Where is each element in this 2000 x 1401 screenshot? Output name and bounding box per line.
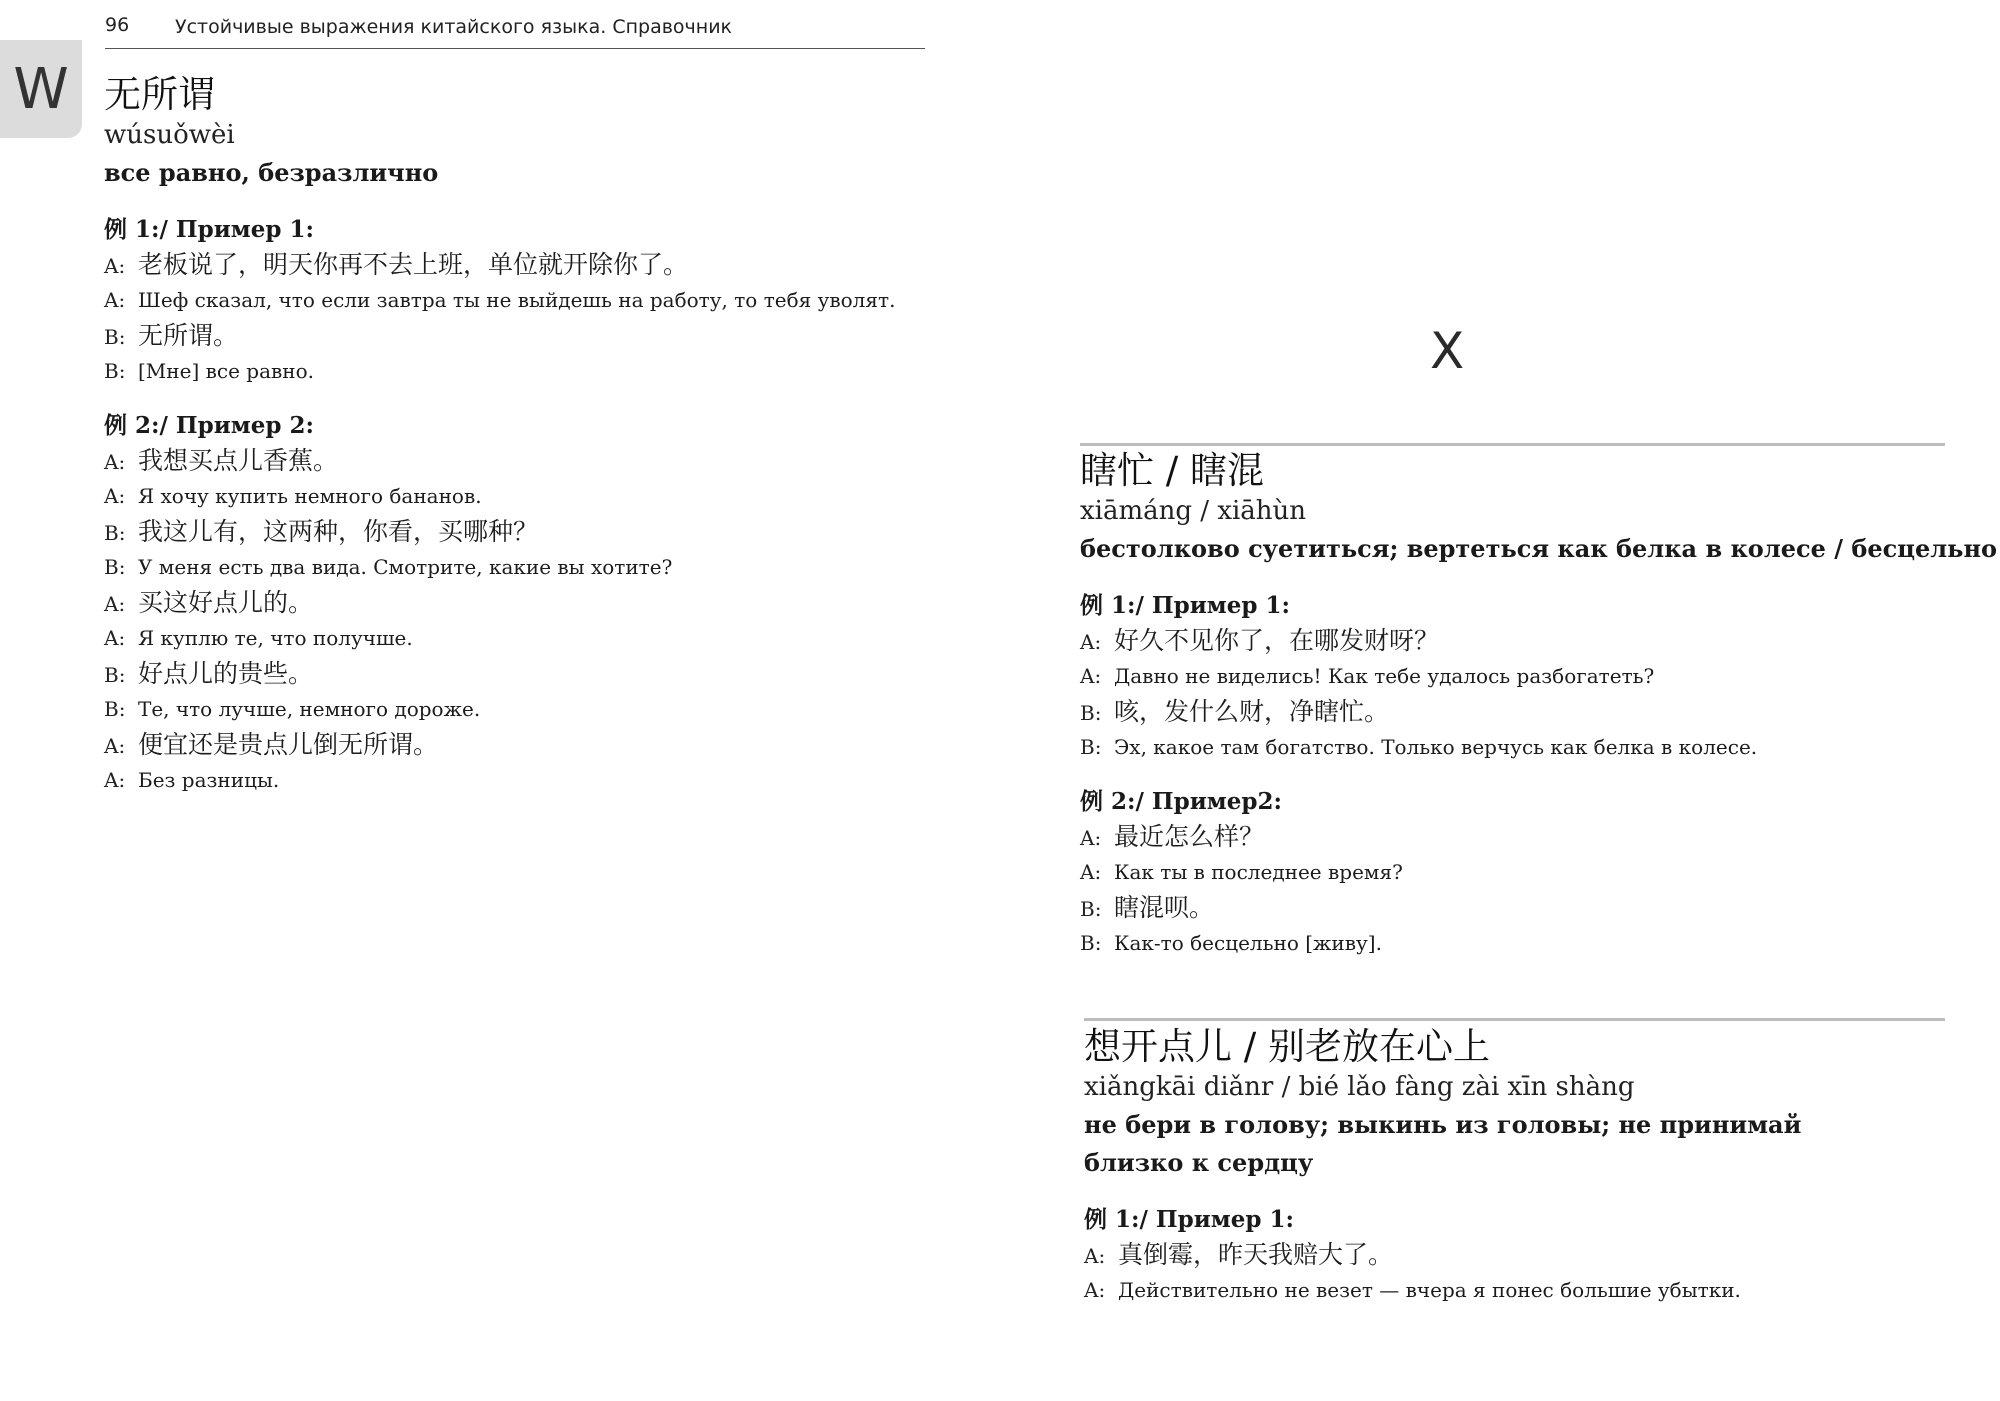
chinese-line: 买这好点儿的。 bbox=[138, 588, 314, 617]
dialogue-line bbox=[1080, 926, 1980, 960]
dialogue-line bbox=[104, 763, 964, 797]
russian-line: Давно не виделись! Как тебе удалось разбогатеть? bbox=[1114, 664, 1655, 688]
section-divider bbox=[1080, 443, 1945, 446]
dialogue-line bbox=[104, 317, 964, 354]
dialogue-line bbox=[104, 283, 964, 317]
russian-line: Я хочу купить немного бананов. bbox=[138, 484, 482, 508]
dialogue-line bbox=[104, 550, 964, 584]
dialogue-line bbox=[104, 354, 964, 388]
russian-line: У меня есть два вида. Смотрите, какие вы хотите? bbox=[138, 555, 673, 579]
speaker-label: A: bbox=[1080, 664, 1102, 688]
example-title: 例 1:/ Пример 1: bbox=[1084, 1206, 1294, 1233]
russian-line: Я куплю те, что получше. bbox=[138, 626, 413, 650]
russian-line: Как ты в последнее время? bbox=[1114, 860, 1403, 884]
speaker-label: A: bbox=[104, 734, 126, 758]
dialogue-line bbox=[104, 655, 964, 692]
running-header bbox=[105, 10, 925, 49]
page-number: 96 bbox=[105, 14, 130, 36]
entry-headword: 瞎忙 / 瞎混 bbox=[1080, 449, 1264, 492]
russian-line: Как-то бесцельно [живу]. bbox=[1114, 931, 1382, 955]
entry-headword: 想开点儿 / 别老放在心上 bbox=[1084, 1025, 1490, 1068]
entry-headword: 无所谓 bbox=[104, 73, 215, 116]
entry-pinyin: xiāmáng / xiāhùn bbox=[1080, 496, 1307, 526]
dialogue-line bbox=[1080, 659, 1980, 693]
speaker-label: B: bbox=[104, 697, 126, 721]
russian-line: Эх, какое там богатство. Только верчусь как белка в колесе. bbox=[1114, 735, 1758, 759]
entry-meaning: все равно, безразлично bbox=[104, 158, 439, 187]
russian-line: Те, что лучше, немного дороже. bbox=[138, 697, 481, 721]
alphabet-thumb-tab[interactable]: W bbox=[0, 40, 82, 138]
dialogue-line bbox=[1084, 1273, 1944, 1307]
right-page bbox=[1050, 0, 2000, 1401]
russian-line: Шеф сказал, что если завтра ты не выйдешь на работу, то тебя уволят. bbox=[138, 288, 896, 312]
speaker-label: A: bbox=[104, 484, 126, 508]
chinese-line: 好久不见你了，在哪发财呀？ bbox=[1114, 626, 1440, 655]
chinese-line: 瞎混呗。 bbox=[1114, 893, 1215, 922]
russian-line: Действительно не везет — вчера я понес большие убытки. bbox=[1118, 1278, 1741, 1302]
example-block bbox=[1084, 1204, 1944, 1307]
speaker-label: A: bbox=[104, 592, 126, 616]
chinese-line: 我这儿有，这两种，你看，买哪种？ bbox=[138, 517, 539, 546]
dialogue-line bbox=[1084, 1236, 1944, 1273]
entry-meaning: не бери в голову; выкинь из головы; не принимай близко к сердцу bbox=[1084, 1110, 1802, 1177]
speaker-label: A: bbox=[1084, 1244, 1106, 1268]
speaker-label: B: bbox=[1080, 897, 1102, 921]
speaker-label: B: bbox=[104, 521, 126, 545]
russian-line: [Мне] все равно. bbox=[138, 359, 314, 383]
speaker-label: A: bbox=[104, 450, 126, 474]
speaker-label: A: bbox=[1080, 826, 1102, 850]
example-title: 例 2:/ Пример2: bbox=[1080, 788, 1282, 815]
dialogue-line bbox=[104, 442, 964, 479]
speaker-label: B: bbox=[1080, 931, 1102, 955]
entry-meaning: бестолково суетиться; вертеться как белка в колесе / бесцельно bbox=[1080, 534, 1998, 563]
speaker-label: A: bbox=[1084, 1278, 1106, 1302]
speaker-label: B: bbox=[104, 663, 126, 687]
example-block bbox=[1080, 786, 1980, 960]
example-title: 例 1:/ Пример 1: bbox=[104, 216, 314, 243]
chinese-line: 老板说了，明天你再不去上班，单位就开除你了。 bbox=[138, 250, 689, 279]
dialogue-line bbox=[104, 692, 964, 726]
dialogue-line bbox=[104, 513, 964, 550]
dialogue-line bbox=[104, 726, 964, 763]
example-block bbox=[104, 410, 964, 797]
example-title: 例 2:/ Пример 2: bbox=[104, 412, 314, 439]
speaker-label: A: bbox=[104, 768, 126, 792]
dialogue-line bbox=[104, 584, 964, 621]
speaker-label: B: bbox=[104, 359, 126, 383]
chinese-line: 好点儿的贵些。 bbox=[138, 659, 314, 688]
running-title: Устойчивые выражения китайского языка. Справочник bbox=[175, 16, 733, 38]
dialogue-line bbox=[1080, 622, 1980, 659]
section-letter: X bbox=[1430, 322, 1465, 380]
example-block bbox=[1080, 590, 1980, 764]
russian-line: Без разницы. bbox=[138, 768, 280, 792]
entry-pinyin: wúsuǒwèi bbox=[104, 120, 235, 150]
speaker-label: A: bbox=[104, 254, 126, 278]
example-block bbox=[104, 214, 964, 388]
entry-divider bbox=[1084, 1018, 1945, 1021]
dialogue-line bbox=[1080, 818, 1980, 855]
speaker-label: A: bbox=[104, 626, 126, 650]
dialogue-line bbox=[104, 246, 964, 283]
speaker-label: B: bbox=[104, 325, 126, 349]
dialogue-line bbox=[104, 479, 964, 513]
chinese-line: 咳，发什么财，净瞎忙。 bbox=[1114, 697, 1390, 726]
dialogue-line bbox=[1080, 855, 1980, 889]
speaker-label: B: bbox=[1080, 701, 1102, 725]
left-page bbox=[0, 0, 990, 1401]
dialogue-line bbox=[1080, 693, 1980, 730]
entry-xiangkai-dianr bbox=[1084, 1024, 1944, 1307]
speaker-label: A: bbox=[104, 288, 126, 312]
chinese-line: 无所谓。 bbox=[138, 321, 239, 350]
speaker-label: A: bbox=[1080, 630, 1102, 654]
speaker-label: B: bbox=[104, 555, 126, 579]
dialogue-line bbox=[1080, 889, 1980, 926]
entry-wusuowei bbox=[104, 72, 964, 797]
dialogue-line bbox=[1080, 730, 1980, 764]
entry-xiamang bbox=[1080, 448, 1998, 960]
chinese-line: 真倒霉，昨天我赔大了。 bbox=[1118, 1240, 1394, 1269]
dialogue-line bbox=[104, 621, 964, 655]
speaker-label: B: bbox=[1080, 735, 1102, 759]
entry-pinyin: xiǎngkāi diǎnr / bié lǎo fàng zài xīn shàng bbox=[1084, 1072, 1635, 1102]
chinese-line: 我想买点儿香蕉。 bbox=[138, 446, 339, 475]
example-title: 例 1:/ Пример 1: bbox=[1080, 592, 1290, 619]
chinese-line: 最近怎么样？ bbox=[1114, 822, 1265, 851]
speaker-label: A: bbox=[1080, 860, 1102, 884]
chinese-line: 便宜还是贵点儿倒无所谓。 bbox=[138, 730, 439, 759]
